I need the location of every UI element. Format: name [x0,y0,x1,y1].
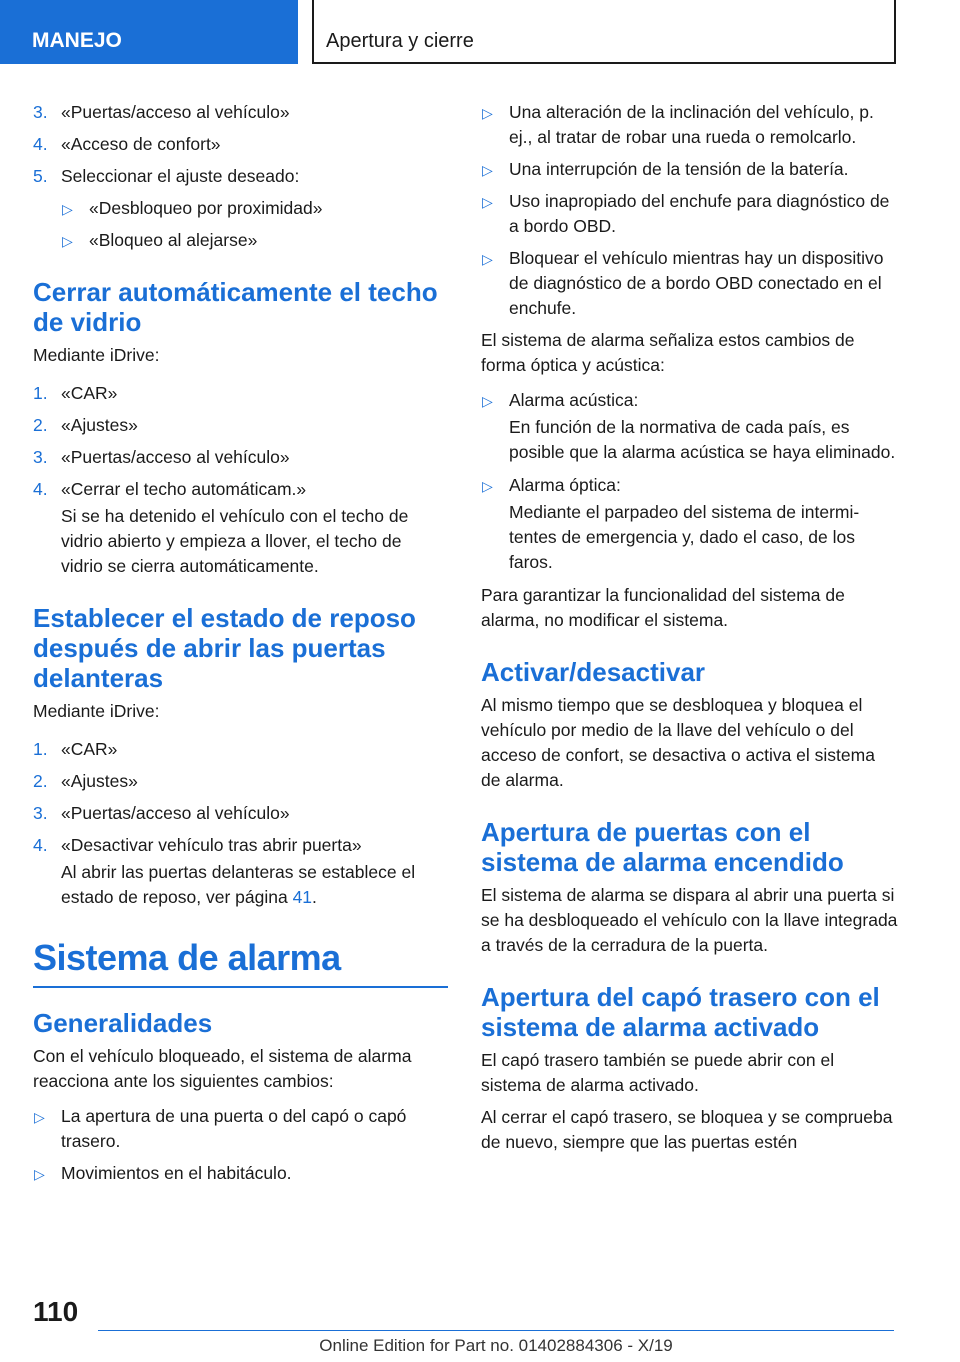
list-item: 5. Seleccionar el ajuste deseado: [33,166,300,186]
triangle-bullet-icon: ▷ [482,105,493,121]
section-heading: Activar/desactivar [481,657,706,687]
list-item: 1. «CAR» [33,739,118,759]
title-divider [33,986,448,988]
triangle-bullet-icon: ▷ [34,1109,45,1125]
section-heading: Establecer el estado de reposo después de abrir las puertas delanteras [33,603,416,693]
section-heading: Cerrar automáticamente el techo de vidrio [33,277,438,337]
step-note: Al abrir las puertas delanteras se establece el estado de reposo, ver página 41. [61,862,416,907]
footer-divider [98,1330,894,1331]
section-heading: Apertura del capó trasero con el sistema de alarma activado [481,982,880,1042]
paragraph: Mediante iDrive: [33,701,160,721]
bullet-item: ▷ Alarma acústica: [481,388,899,413]
paragraph: El capó trasero también se puede abrir con el sistema de alarma activado. [481,1050,835,1095]
section-heading: Generalidades [33,1008,213,1038]
chapter-title: Apertura y cierre [312,0,896,64]
paragraph: El sistema de alarma señaliza estos cambios de forma óptica y acústica: [481,330,855,375]
triangle-bullet-icon: ▷ [482,194,493,210]
step-note: Si se ha detenido el vehículo con el techo de vidrio abierto y empieza a llover, el techo de vidrio se cierra automáticamente. [61,506,409,576]
triangle-bullet-icon: ▷ [482,478,493,494]
bullet-detail: Mediante el parpadeo del sistema de intermitentes de emergencia y, dado el caso, de los faros. [509,502,860,572]
paragraph: Al cerrar el capó trasero, se bloquea y se comprueba de nuevo, siempre que las puertas estén [481,1107,893,1152]
bullet-item: ▷ Movimientos en el habitáculo. [33,1161,448,1186]
list-item: 4. «Acceso de confort» [33,134,221,154]
triangle-bullet-icon: ▷ [482,251,493,267]
triangle-bullet-icon: ▷ [62,233,73,249]
right-column [481,100,899,1162]
bullet-detail: En función de la normativa de cada país, es posible que la alarma acústica se haya eliminado. [509,417,896,462]
list-item: 2. «Ajustes» [33,771,138,791]
list-item: 3. «Puertas/acceso al vehículo» [33,447,290,467]
paragraph: Al mismo tiempo que se desbloquea y bloquea el vehículo por medio de la llave del vehículo o del acceso de confort, se desactiva o activa el sistema de alarma. [481,695,875,790]
list-item: 4. «Desactivar vehículo tras abrir puerta» [33,835,362,855]
chapter-section-title: Sistema de alarma [33,937,341,978]
paragraph: Con el vehículo bloqueado, el sistema de alarma reacciona ante los siguientes cambios: [33,1046,412,1091]
paragraph: Mediante iDrive: [33,345,160,365]
section-heading: Apertura de puertas con el sistema de alarma encendido [481,817,844,877]
list-item: 1. «CAR» [33,383,118,403]
bullet-item: ▷ La apertura de una puerta o del capó o capó trasero. [34,1106,407,1151]
page-link[interactable]: 41 [292,887,313,907]
triangle-bullet-icon: ▷ [34,1166,45,1182]
section-tab: MANEJO [0,0,298,64]
bullet-item: ▷ Alarma óptica: [481,473,899,498]
paragraph: Para garantizar la funcionalidad del sistema de alarma, no modificar el sistema. [481,585,845,630]
list-item: 3. «Puertas/acceso al vehículo» [33,102,290,122]
bullet-item: ▷ Una interrupción de la tensión de la batería. [481,157,899,182]
triangle-bullet-icon: ▷ [62,201,73,217]
page-number: 110 [33,1296,79,1327]
sub-bullet: ▷ «Bloqueo al alejarse» [61,228,448,253]
list-item: 4. «Cerrar el techo automáticam.» [33,479,307,499]
bullet-item: ▷ Uso inapropiado del enchufe para diagnóstico de a bordo OBD. [482,191,890,236]
list-item: 2. «Ajustes» [33,415,138,435]
sub-bullet: ▷ «Desbloqueo por proximidad» [61,196,448,221]
bullet-item: ▷ Bloquear el vehículo mientras hay un dispositivo de diagnóstico de a bordo OBD conectado en el enchufe. [482,248,884,318]
triangle-bullet-icon: ▷ [482,393,493,409]
list-item: 3. «Puertas/acceso al vehículo» [33,803,290,823]
triangle-bullet-icon: ▷ [482,162,493,178]
left-column [33,100,448,1193]
paragraph: El sistema de alarma se dispara al abrir una puerta si se ha desbloqueado el vehículo con la llave integrada a través de la cerradura de la puerta. [481,885,898,955]
bullet-item: ▷ Una alteración de la inclinación del vehículo, p. ej., al tratar de robar una rueda o remolcarlo. [482,102,874,147]
footer-edition: Online Edition for Part no. 01402884306 - X/19 [319,1336,673,1355]
